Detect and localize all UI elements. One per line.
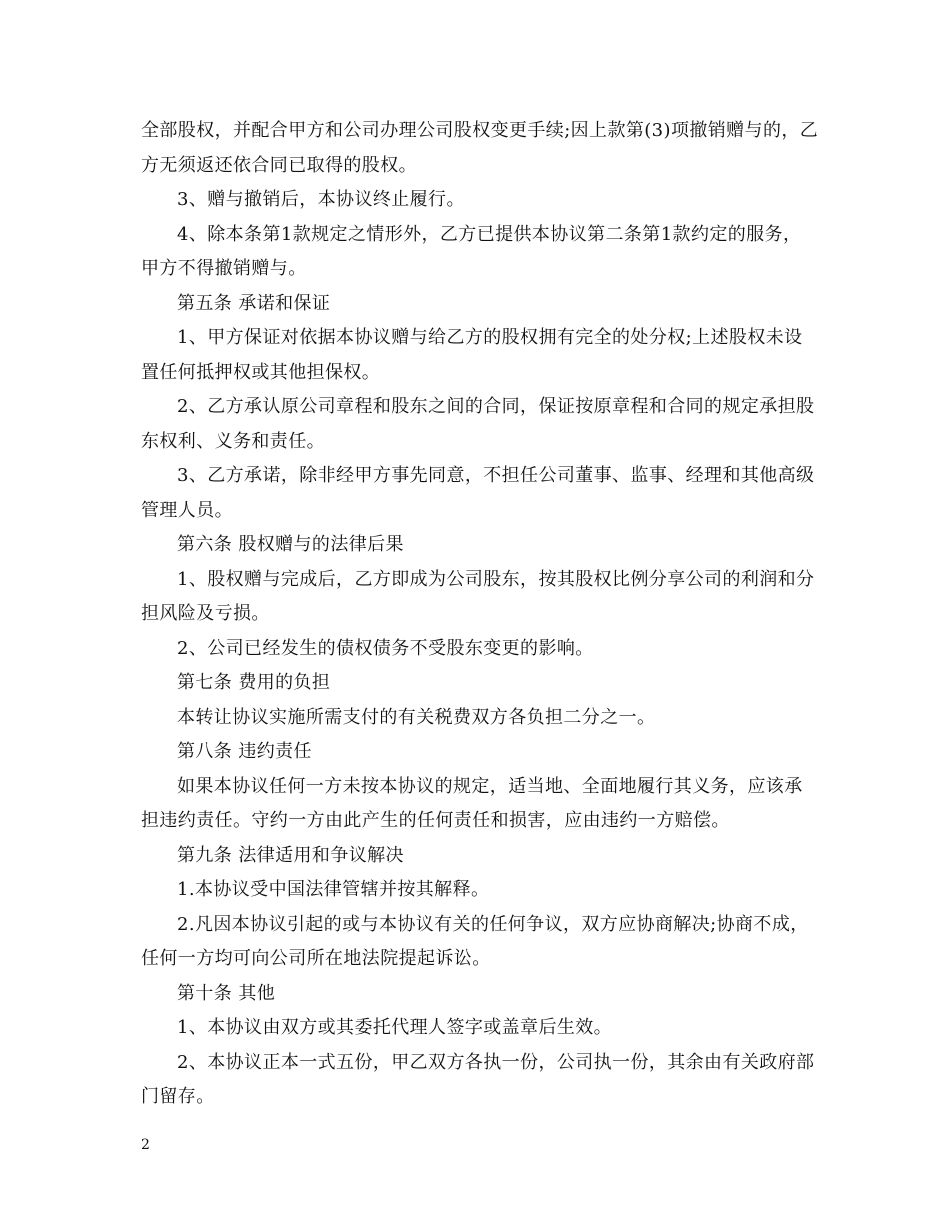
page-number: 2 (141, 1137, 150, 1153)
paragraph: 3、赠与撤销后，本协议终止履行。 (177, 189, 465, 210)
paragraph: 1、甲方保证对依据本协议赠与给乙方的股权拥有完全的处分权;上述股权未设置任何抵押权或其他担保权。 (141, 327, 803, 383)
paragraph: 本转让协议实施所需支付的有关税费双方各负担二分之一。 (177, 706, 656, 728)
paragraph: 1、本协议由双方或其委托代理人签字或盖章后生效。 (177, 1017, 613, 1038)
section-heading: 第九条 法律适用和争议解决 (177, 844, 404, 866)
section-heading: 第五条 承诺和保证 (177, 292, 331, 314)
paragraph: 2、公司已经发生的债权债务不受股东变更的影响。 (177, 637, 594, 659)
paragraph: 2、乙方承认原公司章程和股东之间的合同，保证按原章程和合同的规定承担股东权利、义务和责任。 (141, 396, 815, 452)
section-heading: 第十条 其他 (177, 982, 276, 1004)
paragraph: 1、股权赠与完成后，乙方即成为公司股东，按其股权比例分享公司的利润和分担风险及亏损。 (141, 568, 815, 624)
paragraph: 2.凡因本协议引起的或与本协议有关的任何争议，双方应协商解决;协商不成，任何一方均可向公司所在地法院提起诉讼。 (141, 913, 809, 969)
paragraph: 1.本协议受中国法律管辖并按其解释。 (177, 879, 490, 900)
paragraph: 如果本协议任何一方未按本协议的规定，适当地、全面地履行其义务，应该承担违约责任。守约一方由此产生的任何责任和损害，应由违约一方赔偿。 (141, 775, 803, 831)
document-body (141, 114, 819, 1115)
paragraph: 3、乙方承诺，除非经甲方事先同意，不担任公司董事、监事、经理和其他高级管理人员。 (141, 465, 815, 521)
paragraph: 2、本协议正本一式五份，甲乙双方各执一份，公司执一份，其余由有关政府部门留存。 (141, 1051, 815, 1107)
section-heading: 第六条 股权赠与的法律后果 (177, 534, 404, 555)
section-heading: 第七条 费用的负担 (177, 672, 331, 693)
section-heading: 第八条 违约责任 (177, 741, 312, 762)
paragraph: 4、除本条第1款规定之情形外，乙方已提供本协议第二条第1款约定的服务，甲方不得撤销赠与。 (141, 223, 802, 279)
paragraph: 全部股权，并配合甲方和公司办理公司股权变更手续;因上款第(3)项撤销赠与的，乙方无须返还依合同已取得的股权。 (141, 120, 819, 176)
